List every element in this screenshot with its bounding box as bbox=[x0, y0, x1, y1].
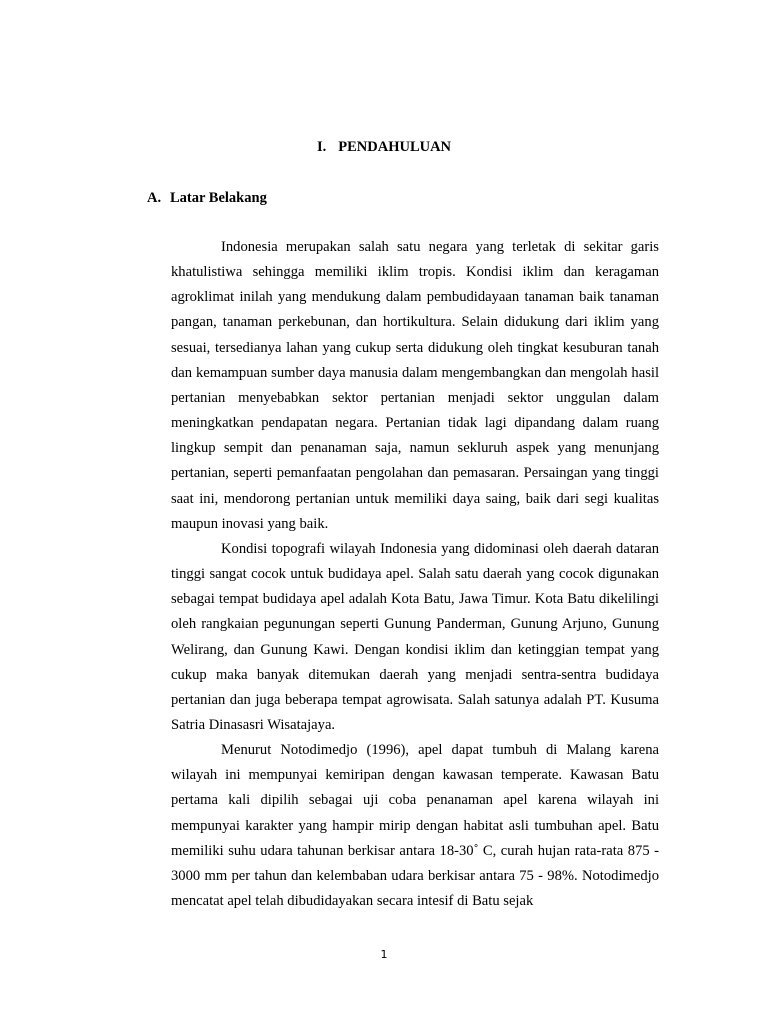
page-number: 1 bbox=[380, 948, 388, 961]
body-text bbox=[171, 235, 659, 914]
chapter-number: I. bbox=[316, 139, 327, 155]
paragraph-2: Kondisi topografi wilayah Indonesia yang didominasi oleh daerah dataran tinggi sangat cocok untuk budidaya apel. Salah satu daerah yang cocok digunakan sebagai tempat budidaya apel adalah Kota Batu, Jawa Timur. Kota Batu dikelilingi oleh rangkaian pegunungan seperti Gunung Panderman, Gunung Arjuno, Gunung Welirang, dan Gunung Kawi. Dengan kondisi iklim dan ketinggian tempat yang cukup maka banyak ditemukan daerah yang menjadi sentra-sentra budidaya pertanian dan juga beberapa tempat agrowisata. Salah satunya adalah PT. Kusuma Satria Dinasasri Wisatajaya. bbox=[171, 540, 659, 733]
chapter-title-text: PENDAHULUAN bbox=[338, 139, 452, 155]
paragraph-3: Menurut Notodimedjo (1996), apel dapat tumbuh di Malang karena wilayah ini mempunyai kemiripan dengan kawasan temperate. Kawasan Batu pertama kali dipilih sebagai uji coba penanaman apel karena wilayah ini mempunyai karakter yang hampir mirip dengan habitat asli tumbuhan apel. Batu memiliki suhu udara tahunan berkisar antara 18-30˚ C, curah hujan rata-rata 875 - 3000 mm per tahun dan kelembaban udara berkisar antara 75 - 98%. Notodimedjo mencatat apel telah dibudidayakan secara intesif di Batu sejak bbox=[171, 742, 659, 910]
chapter-title bbox=[0, 137, 768, 157]
section-heading bbox=[147, 188, 267, 208]
section-title-text: Latar Belakang bbox=[170, 190, 267, 206]
paragraph-1: Indonesia merupakan salah satu negara yang terletak di sekitar garis khatulistiwa sehingga memiliki iklim tropis. Kondisi iklim dan keragaman agroklimat inilah yang mendukung dalam pembudidayaan tanaman baik tanaman pangan, tanaman perkebunan, dan hortikultura. Selain didukung dari iklim yang sesuai, tersedianya lahan yang cukup serta didukung oleh tingkat kesuburan tanah dan kemampuan sumber daya manusia dalam mengembangkan dan mengolah hasil pertanian menyebabkan sektor pertanian menjadi sektor unggulan dalam meningkatkan pendapatan negara. Pertanian tidak lagi dipandang dalam ruang lingkup sempit dan penanaman saja, namun sekluruh aspek yang menunjang pertanian, seperti pemanfaatan pengolahan dan pemasaran. Persaingan yang tinggi saat ini, mendorong pertanian untuk memiliki daya saing, baik dari segi kualitas maupun inovasi yang baik. bbox=[171, 239, 659, 532]
section-number: A. bbox=[147, 190, 162, 206]
